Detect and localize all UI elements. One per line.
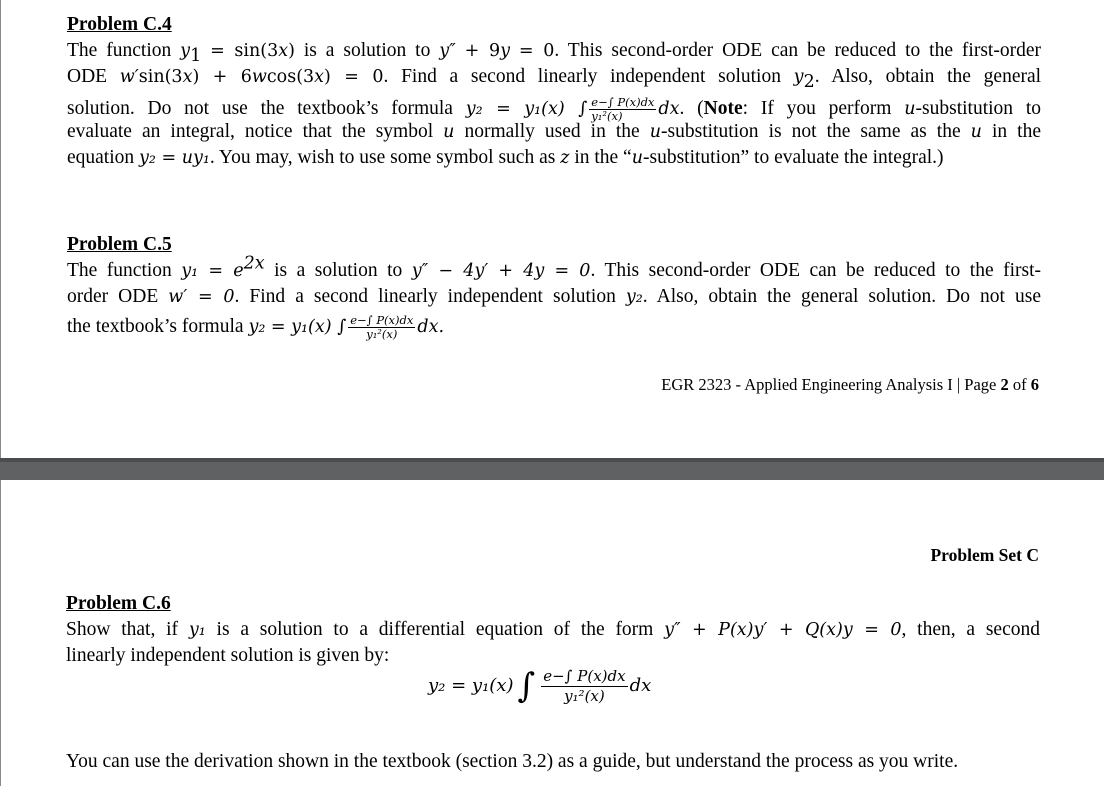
page-separator: [0, 458, 1104, 480]
footer-text: EGR 2323 - Applied Engineering Analysis I | Page: [661, 375, 1001, 394]
display-dx: dx: [629, 675, 652, 696]
fraction-numerator: e−∫ P(x)dx: [591, 95, 655, 110]
c5-l2-pre: order ODE: [67, 286, 169, 307]
c5-l1-pre: The function: [67, 260, 182, 281]
integral-sign: ∫: [517, 666, 536, 706]
c5-l1-mid: is a solution to: [264, 260, 412, 281]
problem-c5: [67, 232, 1041, 341]
page-separator-shadow: [0, 458, 1104, 462]
c5-l1-post: . This second-order ODE can be reduced to the first-: [590, 260, 1042, 281]
note-text: : If you perform: [742, 98, 905, 119]
symbol-u: u: [904, 99, 916, 119]
problem-c5-line-2: [67, 284, 1041, 310]
c5-y2: y₂: [625, 287, 643, 307]
c6-y1: y₁: [188, 620, 206, 640]
problem-c6-instruction: You can use the derivation shown in the textbook (section 3.2) as a guide, but understand the process as you write.: [66, 751, 959, 772]
c5-l3-pre: the textbook’s formula: [67, 316, 249, 337]
formula-y2: y₂ = y₁(x) ∫: [465, 99, 588, 119]
problem-c6: [66, 591, 1040, 669]
c6-l1-pre: Show that, if: [66, 619, 189, 640]
c5-formula-dx: dx.: [417, 317, 445, 337]
c5-fraction-denominator: y₁²(x): [366, 327, 398, 342]
c6-l1-post: , then, a second: [901, 619, 1040, 640]
problem-c4-line-3-text: solution. Do not use the textbook’s formula: [67, 98, 466, 119]
punct: . (: [679, 98, 704, 119]
c6-l1-mid: is a solution to a differential equation of the form: [205, 619, 665, 640]
problem-c5-title: Problem C.5: [67, 234, 172, 255]
display-lhs: y₂ = y₁(x): [428, 675, 514, 696]
footer-total-pages: 6: [1030, 375, 1039, 394]
page-footer: [661, 375, 1039, 395]
problem-c4-line-5: equation y₂ = uy₁. You may, wish to use some symbol such as z in the “u-substitution” to evaluate the integral.): [67, 147, 944, 169]
c5-exponent: 2x: [243, 253, 265, 274]
c5-ode: y″ − 4y′ + 4y = 0: [411, 261, 591, 281]
equation-y2-uy1: y₂ = uy₁: [139, 148, 210, 169]
note-text-end: -substitution to: [915, 98, 1041, 119]
problem-c4-line-2: ODE w′sin(3x) + 6wcos(3x) = 0. Find a second linearly independent solution $y_2$. Also, obtain the general: [67, 66, 1042, 92]
c5-l2-post: . Also, obtain the general solution. Do not use: [642, 286, 1041, 307]
footer-page-number: 2: [1000, 375, 1009, 394]
problem-c6-title: Problem C.6: [66, 593, 171, 614]
display-fraction: [541, 667, 627, 706]
line-5-pre: equation: [67, 147, 140, 169]
footer-of: of: [1008, 375, 1031, 394]
display-equation: [428, 666, 651, 706]
display-numerator: e−∫ P(x)dx: [543, 666, 626, 685]
c5-formula-fraction: [348, 314, 415, 341]
problem-c4-line-1: The function $y_1 = \sin(3x)$ is a solution to y″ + 9y = 0. This second-order ODE can be reduced to the first-order: [67, 40, 1041, 66]
c5-first-order-ode: w′ = 0: [168, 287, 235, 307]
problem-c6-line-1: [66, 617, 1040, 643]
c5-equation-y1: y₁ = e: [181, 261, 244, 281]
c6-general-ode: y″ + P(x)y′ + Q(x)y = 0: [664, 620, 902, 640]
problem-c5-line-3: [67, 314, 1041, 341]
c5-fraction-numerator: e−∫ P(x)dx: [350, 313, 414, 328]
problem-c4-title: Problem C.4: [67, 14, 172, 35]
problem-c4: [67, 12, 1041, 171]
display-denominator: y₁²(x): [564, 686, 605, 705]
c5-formula-y2: y₂ = y₁(x) ∫: [248, 317, 347, 337]
problem-c5-line-1: [67, 253, 1042, 284]
note-label: Note: [703, 98, 743, 119]
formula-dx: dx: [658, 99, 680, 119]
fraction-denominator: y₁²(x): [591, 109, 623, 124]
c5-l2-mid: . Find a second linearly independent solution: [234, 286, 626, 307]
problem-c4-line-4: evaluate an integral, notice that the symbol u normally used in the u-substitution is not the same as the u in the: [67, 121, 1041, 143]
problem-c6-line-2: linearly independent solution is given by:: [66, 645, 390, 666]
page-header: Problem Set C: [930, 545, 1039, 565]
